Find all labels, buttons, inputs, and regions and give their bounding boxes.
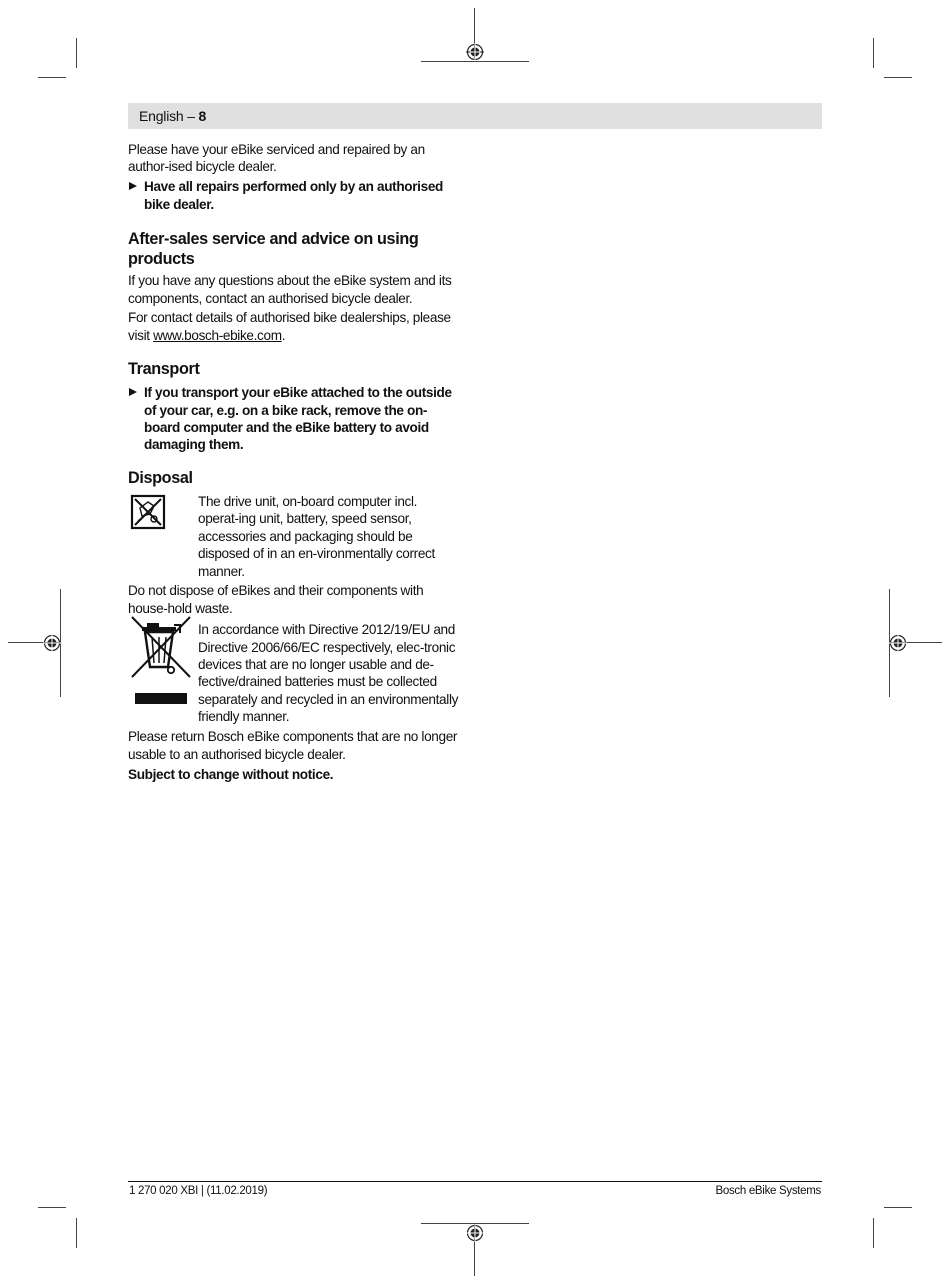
after-sales-heading: After-sales service and advice on using products [128, 230, 419, 269]
disposal-paragraph-4: Please return Bosch eBike components that are no longer usable to an authorised bicycle dealer. [128, 729, 458, 762]
registration-target-icon [889, 634, 907, 652]
intro-bullet [128, 178, 460, 213]
crop-mark [884, 77, 912, 78]
registration-target-icon [466, 1224, 484, 1242]
crop-mark [38, 77, 66, 78]
registration-target-icon [43, 634, 61, 652]
disposal-paragraph-1: The drive unit, on-board computer incl. operat-ing unit, battery, speed sensor, accessories and packaging should be disposed of in an en-vironmentally correct manner. [198, 493, 435, 579]
do-not-dispose-household-icon [130, 494, 166, 530]
transport-heading: Transport [128, 360, 200, 379]
header-text [139, 108, 206, 124]
disposal-paragraph-2: Do not dispose of eBikes and their components with house-hold waste. [128, 583, 424, 616]
crop-mark [873, 1218, 874, 1248]
registration-line [421, 61, 529, 62]
bullet-triangle-icon [129, 182, 137, 190]
page-header [128, 103, 822, 129]
crop-mark [884, 1207, 912, 1208]
header-language: English [139, 108, 184, 124]
crop-mark [76, 38, 77, 68]
crossed-out-wheelie-bin-icon [130, 615, 194, 705]
disposal-packaging-block [128, 493, 460, 580]
registration-target-icon [466, 43, 484, 61]
header-separator: – [183, 108, 199, 124]
transport-bullet-text: If you transport your eBike attached to the outside of your car, e.g. on a bike rack, remove the on-board computer and the eBike battery to avoid damaging them. [144, 385, 452, 453]
crop-mark [38, 1207, 66, 1208]
content-column [128, 141, 460, 786]
after-sales-text: For contact details of authorised bike dealerships, please visit [128, 310, 451, 343]
bullet-triangle-icon [129, 388, 137, 396]
crop-mark [76, 1218, 77, 1248]
change-notice: Subject to change without notice. [128, 766, 334, 782]
footer-divider [128, 1181, 822, 1182]
footer-brand: Bosch eBike Systems [715, 1185, 821, 1197]
page-number: 8 [198, 108, 207, 124]
disposal-heading: Disposal [128, 468, 193, 487]
after-sales-paragraph-2 [128, 309, 460, 344]
weee-directive-block [128, 621, 460, 725]
disposal-paragraph-3: In accordance with Directive 2012/19/EU and Directive 2006/66/EC respectively, elec-tronic devices that are no longer usable and de-fective/drained batteries must be collected separately and recycled in an environmentally friendly manner. [198, 622, 459, 725]
footer-document-id: 1 270 020 XBI | (11.02.2019) [129, 1185, 268, 1197]
intro-bullet-text: Have all repairs performed only by an authorised bike dealer. [144, 179, 443, 212]
after-sales-paragraph-1: If you have any questions about the eBike system and its components, contact an authorised bicycle dealer. [128, 273, 452, 306]
crop-mark [873, 38, 874, 68]
after-sales-text-end: . [281, 327, 286, 343]
transport-bullet [128, 384, 460, 454]
intro-paragraph: Please have your eBike serviced and repaired by an author-ised bicycle dealer. [128, 142, 425, 175]
bosch-ebike-link[interactable]: www.bosch-ebike.com [153, 327, 282, 343]
